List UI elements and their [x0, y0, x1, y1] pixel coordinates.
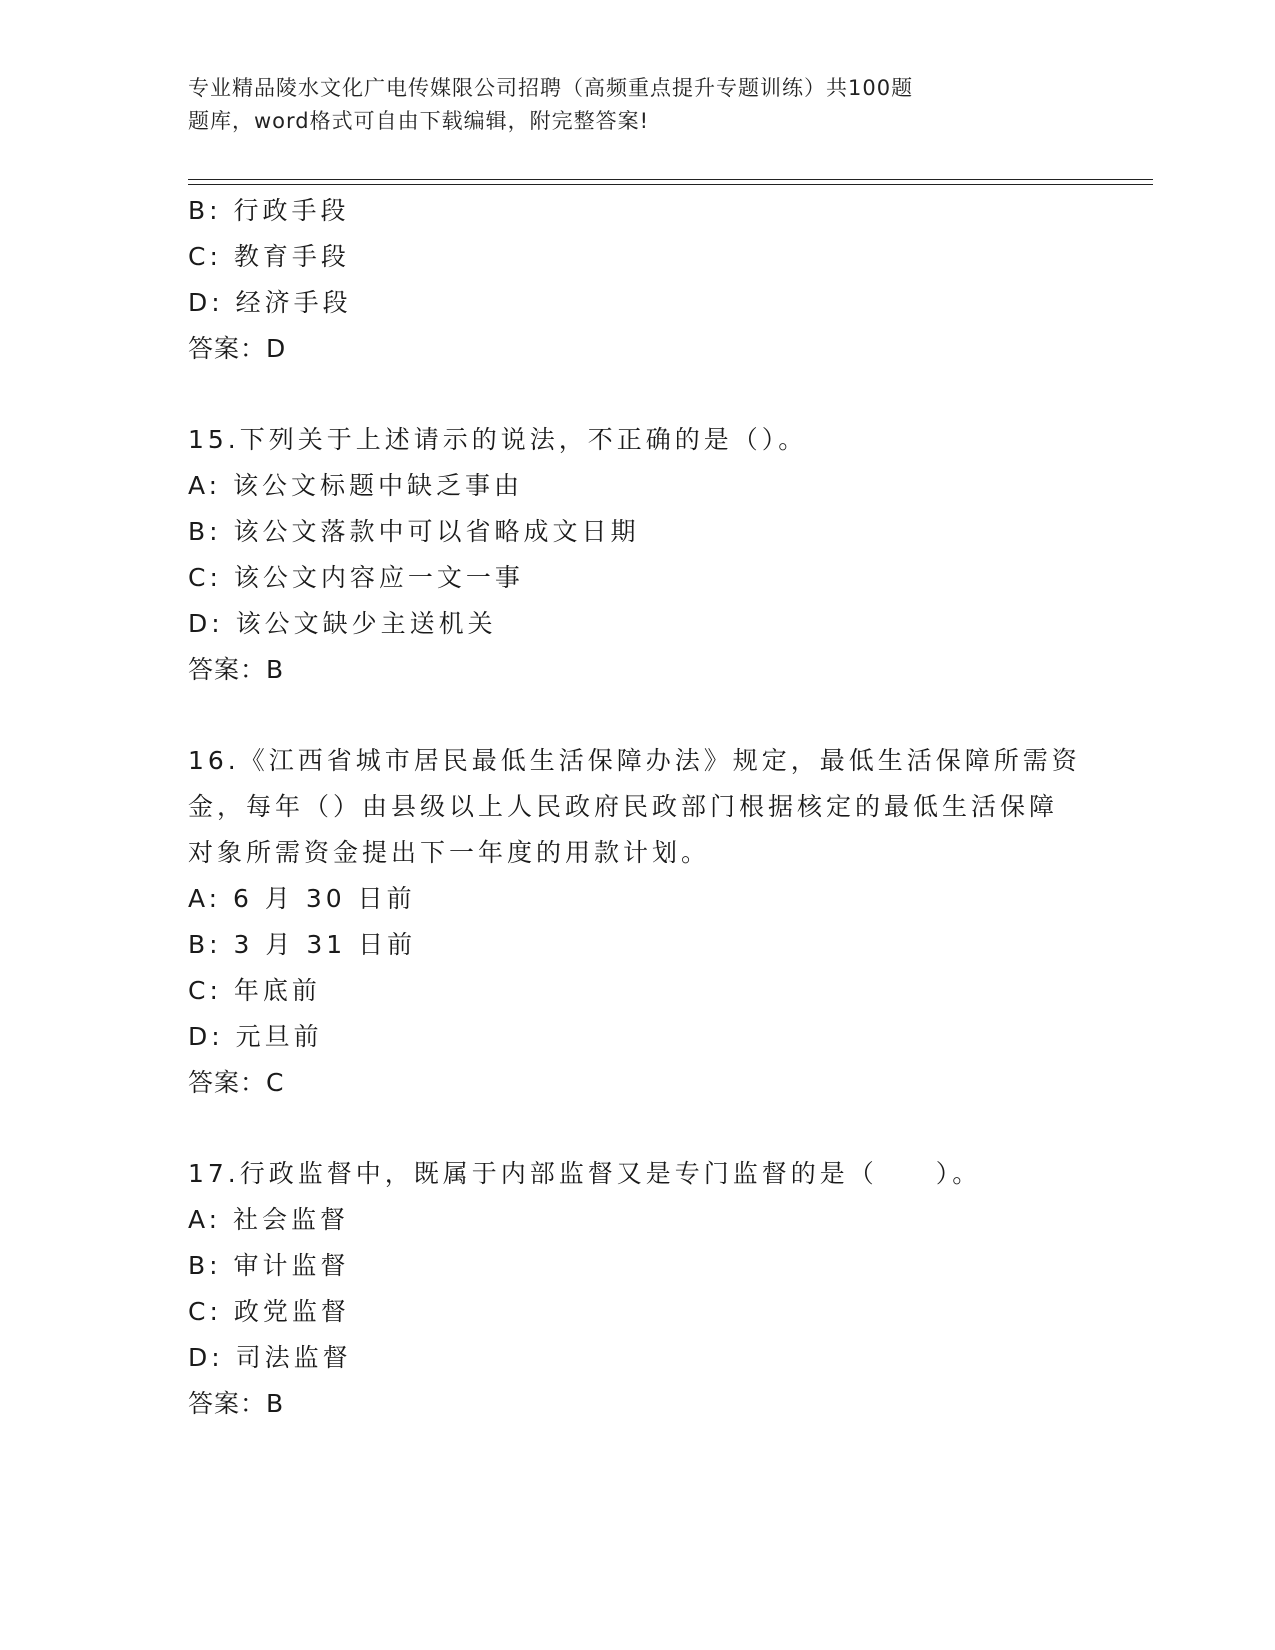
- question-15: [188, 417, 1088, 693]
- spacer: [188, 1106, 1088, 1151]
- option-a: A: 6 月 30 日前: [188, 884, 416, 913]
- question-list: [188, 188, 1088, 1427]
- option-d: D: 司法监督: [188, 1343, 352, 1372]
- option-c: C: 教育手段: [188, 242, 350, 271]
- question-14-tail: [188, 188, 1088, 372]
- header-line-1: 专业精品陵水文化广电传媒限公司招聘（高频重点提升专题训练）共100题: [188, 76, 914, 100]
- question-stem-line-1: 16.《江西省城市居民最低生活保障办法》规定，最低生活保障所需资: [188, 746, 1081, 775]
- option-b: B: 审计监督: [188, 1251, 350, 1280]
- option-d: D: 元旦前: [188, 1022, 323, 1051]
- question-17: [188, 1151, 1088, 1427]
- option-d: D: 经济手段: [188, 288, 352, 317]
- option-c: C: 政党监督: [188, 1297, 350, 1326]
- option-b: B: 行政手段: [188, 196, 350, 225]
- answer-text: 答案：B: [188, 655, 285, 684]
- option-c: C: 该公文内容应一文一事: [188, 563, 524, 592]
- question-stem: 17.行政监督中，既属于内部监督又是专门监督的是（ ）。: [188, 1159, 982, 1188]
- option-b: B: 该公文落款中可以省略成文日期: [188, 517, 640, 546]
- question-16: [188, 738, 1088, 1106]
- header-rule-top: [188, 179, 1153, 180]
- question-stem-line-3: 对象所需资金提出下一年度的用款计划。: [188, 838, 711, 867]
- option-b: B: 3 月 31 日前: [188, 930, 417, 959]
- option-a: A: 社会监督: [188, 1205, 350, 1234]
- option-d: D: 该公文缺少主送机关: [188, 609, 497, 638]
- option-a: A: 该公文标题中缺乏事由: [188, 471, 524, 500]
- spacer: [188, 693, 1088, 738]
- answer-text: 答案：D: [188, 334, 287, 363]
- question-stem: 15.下列关于上述请示的说法，不正确的是（）。: [188, 425, 808, 454]
- header-line-2: 题库，word格式可自由下载编辑，附完整答案!: [188, 109, 650, 133]
- answer-text: 答案：C: [188, 1068, 285, 1097]
- spacer: [188, 372, 1088, 417]
- option-c: C: 年底前: [188, 976, 321, 1005]
- question-stem-line-2: 金，每年（）由县级以上人民政府民政部门根据核定的最低生活保障: [188, 792, 1059, 821]
- header-rule-bottom: [188, 184, 1153, 185]
- answer-text: 答案：B: [188, 1389, 285, 1418]
- document-header: [188, 72, 1088, 138]
